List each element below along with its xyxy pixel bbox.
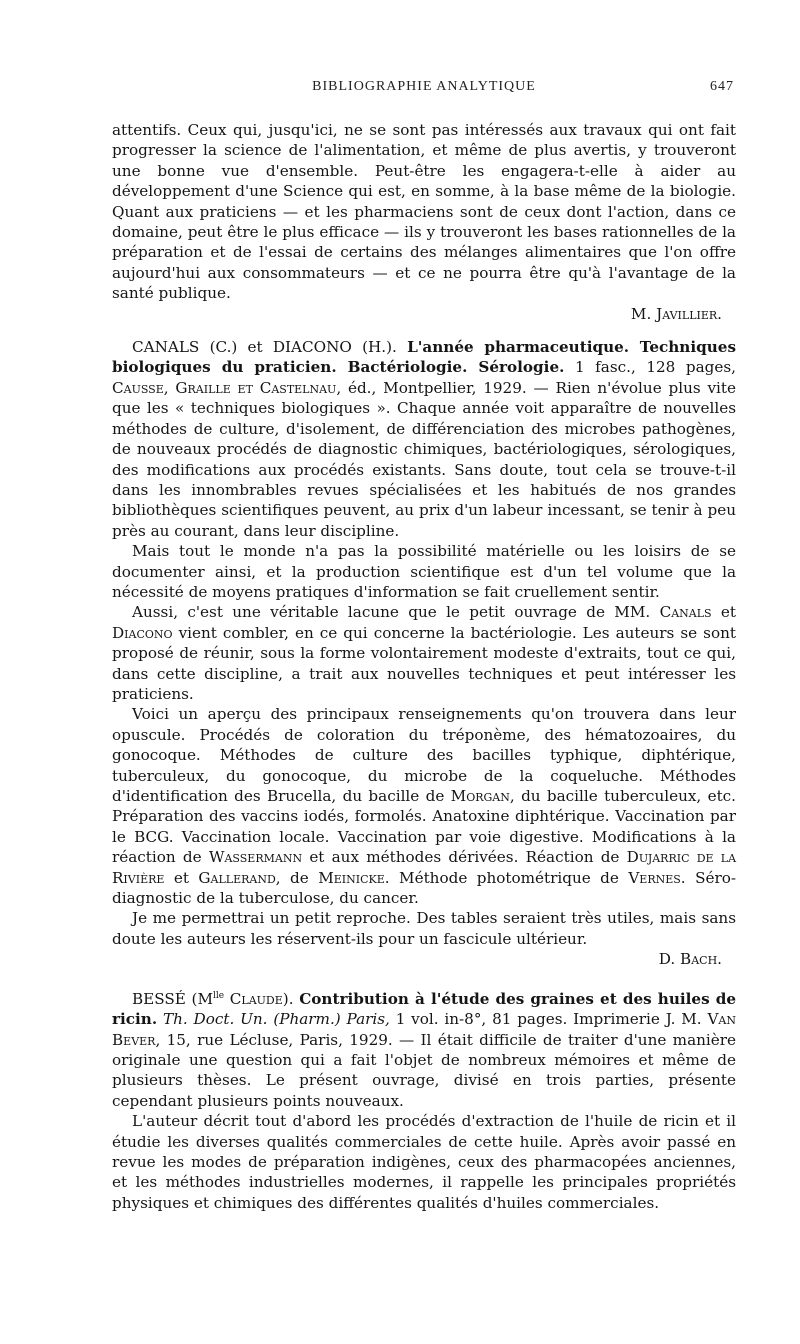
review-canals-p5: Je me permettrai un petit reproche. Des tables seraient très utiles, mais sans doute les auteurs les réservent-ils pour un fascicule ultérieur. — [112, 909, 736, 948]
spacer — [112, 324, 736, 337]
author-name: Canals — [659, 603, 712, 622]
review-title: Contribution à l'étude des graines et des huiles de ricin. — [112, 989, 737, 1029]
review-pub-post: éd., Montpellier, 1929. — Rien n'évolue plus vite que les « techniques biologiques ». Chaque année voit apparaître de nouvelles méthodes de culture, d'isolement, de différenciation des microbes pathogènes, de nouveaux procédés de diagnostic chimiques, bactériologiques, sérologiques, des modifications aux procédés existants. Sans doute, tout cela se trouve-t-il dans les innombrables revues spécialisées et les habitués de nos grandes bibliothèques scientifiques peuvent, au prix d'un labeur incessant, se tenir à peu près au courant, dans leur discipline. — [112, 378, 736, 540]
intro-signature — [112, 304, 736, 324]
text-run: Séro-diagnostic de la tuberculose, du cancer. — [112, 868, 737, 908]
text-run: vient combler, en ce qui concerne la bactériologie. Les auteurs se sont proposé de réunir, sous la forme volontairement modeste d'extraits, tout ce qui, dans cette discipline, a trait aux nouvelles techniques et peut intéresser les praticiens. — [112, 623, 736, 703]
text-run: 1 vol. in-8°, 81 pages. Imprimerie J. M. — [395, 1010, 702, 1029]
text-run: Voici un aperçu des principaux renseignements qu'on trouvera dans leur opuscule. Procédés de coloration du tréponème, des hématozoaires, du gonocoque. Méthodes de culture des bacilles typhique, diphtérique, tuberculeux, du gonocoque, du microbe de la coqueluche. Méthodes d'identification des Brucella, du bacille de — [112, 705, 736, 805]
review-canals-p2: Mais tout le monde n'a pas la possibilité matérielle ou les loisirs de se documenter ainsi, et la production scientifique est d'un tel volume que la nécessité de moyens pratiques d'information se fait cruellement sentir. — [112, 542, 736, 601]
text-run: du bacille tuberculeux, etc. Préparation des vaccins iodés, formolés. Anatoxine diphtérique. Vaccination par le BCG. Vaccination locale. Vaccination par voie digestive. Modifications à la réaction de — [112, 787, 737, 867]
text-run: et aux méthodes dérivées. Réaction de — [309, 848, 620, 867]
signature-javillier: M. Javillier. — [630, 304, 722, 323]
text-run: Aussi, c'est une véritable lacune que le petit ouvrage de MM. — [132, 603, 651, 622]
proper-name: Wassermann — [208, 848, 303, 867]
review-thesis: Th. Doct. Un. (Pharm.) Paris, — [162, 1010, 390, 1029]
proper-name: Meinicke. — [318, 868, 390, 887]
printer-name: Van Bever, — [112, 1010, 737, 1049]
proper-name: Dujarric de la Rivière — [112, 848, 737, 887]
text-run: 15, rue Lécluse, Paris, 1929. — Il était difficile de traiter d'une manière originale une question qui a fait l'objet de nombreux mémoires et même de plusieurs thèses. Le présent ouvrage, divisé en trois parties, présente cependant plusieurs points nouveaux. — [112, 1030, 737, 1110]
review-authors: CANALS (C.) et DIACONO (H.). — [132, 338, 397, 357]
signature-bach: D. Bach. — [658, 950, 722, 969]
text-run: Méthode photométrique de — [399, 868, 619, 887]
author-name: Diacono — [112, 623, 173, 642]
review-author-first: Claude). — [229, 989, 294, 1008]
page-number: 647 — [710, 79, 734, 94]
review-pub-pre: 1 fasc., 128 pages, — [574, 358, 737, 377]
review-author: BESSÉ (M — [132, 989, 214, 1008]
superscript: lle — [213, 990, 225, 1001]
page-body — [112, 120, 736, 1213]
review-besse-header — [112, 986, 736, 1112]
proper-name: Gallerand, — [198, 868, 281, 887]
intro-paragraph: attentifs. Ceux qui, jusqu'ici, ne se sont pas intéressés aux travaux qui ont fait progresser la science de l'alimentation, et même de plus avertis, y trouveront une bonne vue d'ensemble. Peut-être les engagera-t-elle à aider au développement d'une Science qui est, en somme, à la base même de la biologie. Quant aux praticiens — et les pharmaciens sont de ceux dont l'action, dans ce domaine, peut être le plus efficace — ils y trouveront les bases rationnelles de la préparation et de l'essai de certains des mélanges alimentaires que l'on offre aujourd'hui aux consommateurs — et ce ne pourra être qu'à l'avantage de la santé publique. — [112, 121, 736, 303]
spacer — [112, 970, 736, 986]
text-run: de — [290, 868, 309, 887]
review-canals-p4 — [112, 704, 736, 908]
review-besse-p2: L'auteur décrit tout d'abord les procédés d'extraction de l'huile de ricin et il étudie les diverses qualités commerciales de cette huile. Après avoir passé en revue les modes de préparation indigènes, ceux des pharmacopées anciennes, et les méthodes industrielles modernes, il rappelle les principales propriétés physiques et chimiques des différentes qualités d'huiles commerciales. — [112, 1112, 736, 1212]
review-canals-signature — [112, 949, 736, 969]
proper-name: Morgan, — [450, 787, 515, 805]
review-canals-header — [112, 337, 736, 541]
review-canals-p3 — [112, 602, 736, 704]
proper-name: Vernes. — [628, 868, 686, 887]
running-head — [112, 79, 736, 101]
review-publishers: Causse, Graille et Castelnau, — [112, 378, 342, 397]
review-title: L'année pharmaceutique. Techniques biologiques du praticien. Bactériologie. Sérologie. — [112, 338, 736, 377]
text-run: et — [173, 868, 189, 887]
running-title: BIBLIOGRAPHIE ANALYTIQUE — [312, 79, 536, 94]
text-run: et — [720, 603, 736, 622]
